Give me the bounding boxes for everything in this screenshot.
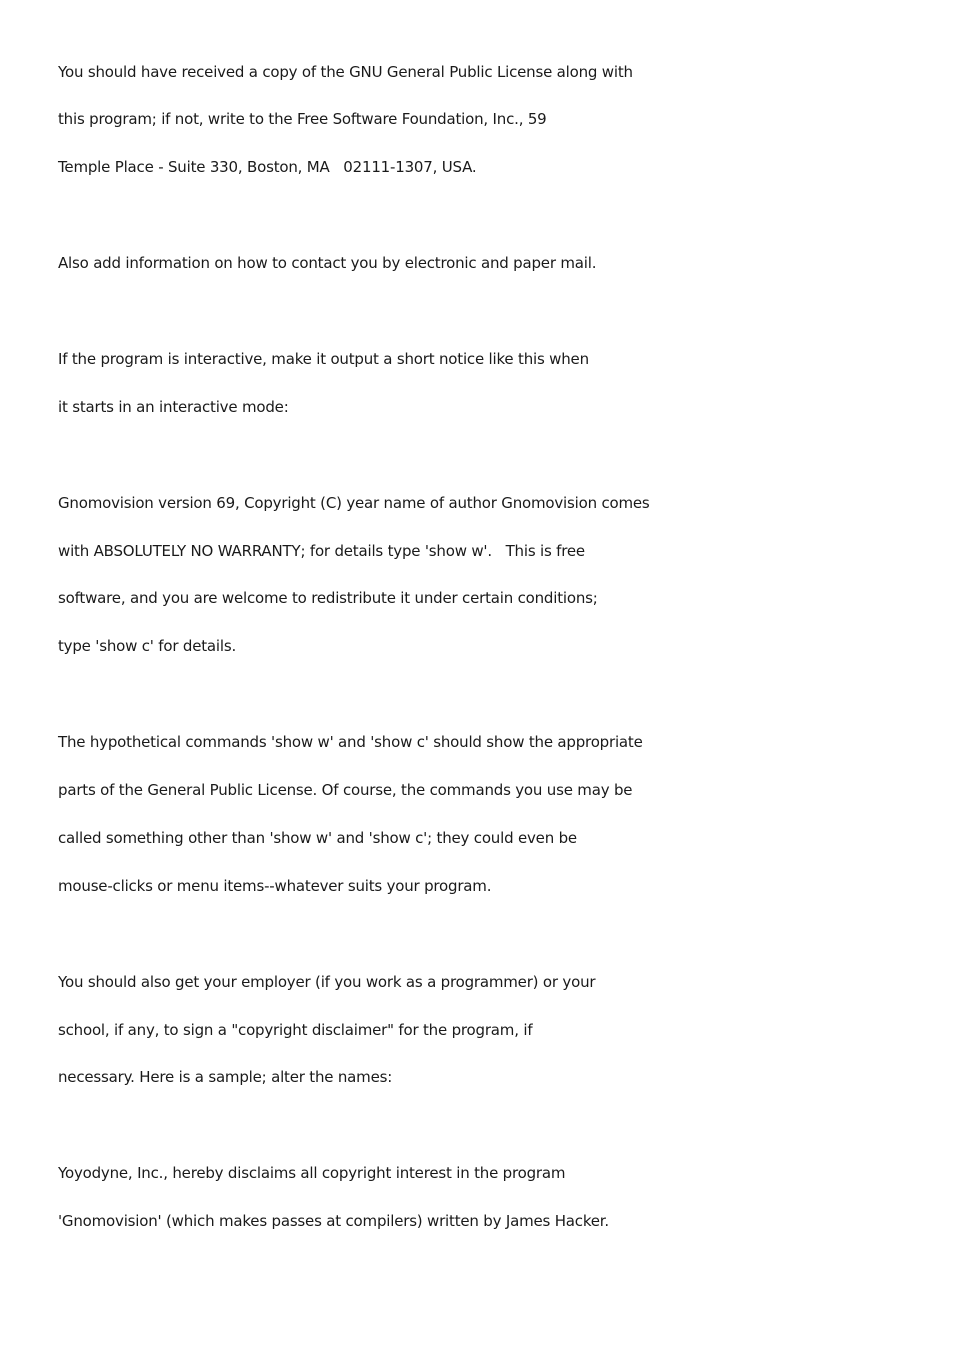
text-line: school, if any, to sign a "copyright disclaimer" for the program, if <box>58 1021 533 1039</box>
text-line: it starts in an interactive mode: <box>58 398 289 416</box>
text-line: Temple Place - Suite 330, Boston, MA 02111-1307, USA. <box>58 158 477 176</box>
text-line: Gnomovision version 69, Copyright (C) year name of author Gnomovision comes <box>58 494 650 512</box>
text-line: 'Gnomovision' (which makes passes at compilers) written by James Hacker. <box>58 1212 609 1230</box>
text-line: If the program is interactive, make it output a short notice like this when <box>58 350 589 368</box>
text-line: with ABSOLUTELY NO WARRANTY; for details type 'show w'. This is free <box>58 542 585 560</box>
text-line: You should also get your employer (if you work as a programmer) or your <box>58 973 596 991</box>
text-line: software, and you are welcome to redistribute it under certain conditions; <box>58 589 598 607</box>
text-line: Yoyodyne, Inc., hereby disclaims all copyright interest in the program <box>58 1164 566 1182</box>
text-line: mouse-clicks or menu items--whatever suits your program. <box>58 877 492 895</box>
text-line: called something other than 'show w' and 'show c'; they could even be <box>58 829 577 847</box>
text-line: necessary. Here is a sample; alter the names: <box>58 1068 393 1086</box>
text-line: Also add information on how to contact you by electronic and paper mail. <box>58 254 597 272</box>
text-line: You should have received a copy of the GNU General Public License along with <box>58 63 633 81</box>
text-line: parts of the General Public License. Of course, the commands you use may be <box>58 781 633 799</box>
text-line: type 'show c' for details. <box>58 637 237 655</box>
text-line: The hypothetical commands 'show w' and 'show c' should show the appropriate <box>58 733 643 751</box>
text-line: this program; if not, write to the Free Software Foundation, Inc., 59 <box>58 110 547 128</box>
